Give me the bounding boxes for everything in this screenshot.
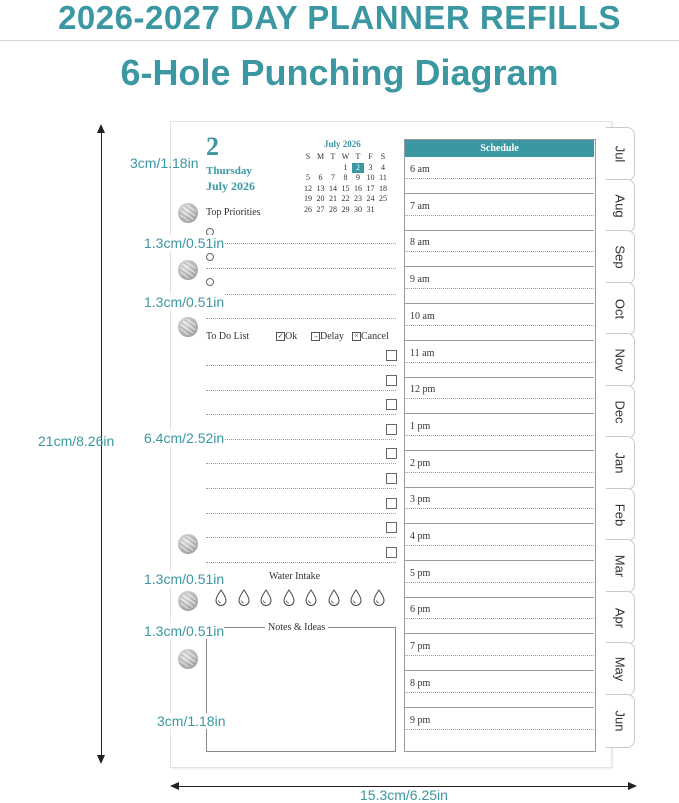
- priority-circle-2-icon[interactable]: [206, 253, 214, 261]
- calendar-day[interactable]: 22: [341, 194, 350, 203]
- calendar-day[interactable]: 23: [354, 194, 362, 203]
- priority-line-3: [206, 294, 396, 295]
- top-priorities-label: Top Priorities: [206, 207, 261, 218]
- weekday-label: Thursday: [206, 165, 252, 177]
- month-tab-sep[interactable]: [606, 230, 635, 284]
- month-tab-label: Oct: [612, 298, 628, 319]
- date-number: 2: [206, 132, 219, 161]
- todo-checkbox[interactable]: [386, 375, 397, 386]
- page-subtitle: 6-Hole Punching Diagram: [120, 52, 559, 93]
- month-tab-dec[interactable]: [606, 385, 635, 439]
- calendar-weekday: F: [368, 152, 373, 161]
- month-tab-jun[interactable]: [606, 694, 635, 748]
- calendar-day[interactable]: 24: [366, 194, 375, 203]
- schedule-time-label: 3 pm: [410, 494, 431, 506]
- todo-line: [206, 463, 396, 464]
- water-drop-icon[interactable]: [215, 589, 227, 605]
- schedule-time-label: 9 pm: [410, 714, 431, 726]
- calendar-day[interactable]: 28: [329, 204, 337, 214]
- todo-line: [206, 439, 396, 440]
- schedule-row[interactable]: [405, 157, 594, 194]
- schedule-time-label: 4 pm: [410, 531, 431, 542]
- mini-calendar: [302, 152, 392, 212]
- schedule-header: Schedule: [405, 140, 594, 157]
- month-tab-label: Apr: [612, 607, 628, 628]
- todo-checkbox[interactable]: [386, 350, 397, 361]
- schedule-row[interactable]: [405, 561, 594, 598]
- calendar-day[interactable]: 14: [329, 183, 337, 193]
- todo-checkbox[interactable]: [386, 399, 397, 410]
- todo-list: [206, 344, 396, 566]
- schedule-row[interactable]: [405, 341, 594, 378]
- schedule-time-label: 5 pm: [410, 567, 431, 579]
- calendar-day[interactable]: 21: [329, 194, 337, 203]
- water-drop-icon[interactable]: [305, 589, 317, 605]
- calendar-day[interactable]: 26: [304, 204, 312, 214]
- calendar-day[interactable]: 18: [379, 183, 387, 193]
- month-tab-label: Sep: [612, 245, 628, 269]
- water-drop-icon[interactable]: [260, 589, 272, 605]
- schedule-row[interactable]: [405, 487, 594, 524]
- schedule-row[interactable]: [405, 377, 594, 414]
- schedule-time-label: 6 am: [410, 164, 430, 175]
- calendar-day[interactable]: 16: [354, 183, 362, 193]
- calendar-weekday: S: [305, 152, 311, 161]
- schedule-dotted-line: [405, 655, 594, 656]
- schedule-row[interactable]: [405, 267, 594, 304]
- schedule-time-label: 10 am: [410, 310, 435, 322]
- cancel-x-icon: ×: [352, 332, 361, 341]
- month-tab-label: Aug: [612, 193, 628, 218]
- priority-line-4: [206, 318, 396, 319]
- calendar-day[interactable]: 10: [366, 173, 375, 182]
- calendar-day[interactable]: 11: [379, 173, 387, 182]
- schedule-dotted-line: [405, 618, 594, 619]
- month-tab-nov[interactable]: [606, 333, 635, 387]
- calendar-day[interactable]: 4: [381, 162, 385, 172]
- width-total-label: 15.3cm/6.25in: [360, 787, 448, 803]
- punch-hole-6-icon: [178, 649, 198, 669]
- schedule-dotted-line: [405, 582, 594, 583]
- month-tab-oct[interactable]: [606, 282, 635, 336]
- calendar-day[interactable]: 30: [354, 204, 362, 214]
- todo-ok-legend: [276, 331, 297, 342]
- todo-cancel-legend: [352, 331, 389, 342]
- month-tab-apr[interactable]: [606, 591, 635, 645]
- schedule-dotted-line: [405, 398, 594, 399]
- height-arrow-top-icon: [97, 124, 105, 133]
- schedule-time-label: 12 pm: [410, 384, 436, 396]
- schedule-dotted-line: [405, 325, 594, 326]
- priority-circle-3-icon[interactable]: [206, 278, 214, 286]
- water-intake-label: Water Intake: [269, 571, 321, 582]
- calendar-day[interactable]: 7: [331, 173, 335, 182]
- hole-gap-4-label: 1.3cm/0.51in: [144, 623, 225, 639]
- schedule-dotted-line: [405, 545, 594, 546]
- schedule-dotted-line: [405, 251, 594, 252]
- month-tab-label: Feb: [612, 503, 628, 526]
- calendar-day[interactable]: 20: [316, 194, 325, 203]
- month-tab-label: Dec: [612, 399, 628, 424]
- month-year-label: July 2026: [206, 179, 256, 193]
- water-drop-icon[interactable]: [238, 589, 250, 605]
- month-tab-feb[interactable]: [606, 488, 635, 542]
- calendar-day[interactable]: 19: [304, 194, 312, 203]
- schedule-dotted-line: [405, 362, 594, 363]
- todo-line: [206, 390, 396, 391]
- calendar-day-selected[interactable]: 2: [352, 163, 364, 173]
- todo-checkbox[interactable]: [386, 547, 397, 558]
- bottom-margin-label: 3cm/1.18in: [157, 713, 226, 729]
- schedule-time-label: 7 am: [410, 200, 430, 212]
- punch-hole-3-icon: [178, 317, 198, 337]
- schedule-dotted-line: [405, 472, 594, 473]
- calendar-day[interactable]: 27: [316, 204, 325, 214]
- schedule-row[interactable]: [405, 451, 594, 488]
- hole-gap-3-label: 1.3cm/0.51in: [144, 571, 225, 587]
- schedule-dotted-line: [405, 178, 594, 179]
- calendar-day[interactable]: 17: [366, 183, 375, 193]
- calendar-day[interactable]: 25: [379, 194, 387, 203]
- calendar-weekday: T: [355, 152, 361, 161]
- schedule-row[interactable]: [405, 708, 594, 745]
- todo-checkbox[interactable]: [386, 498, 397, 509]
- hole-gap-2-label: 1.3cm/0.51in: [144, 294, 225, 310]
- schedule-dotted-line: [405, 729, 594, 730]
- month-tab-jul[interactable]: [606, 127, 635, 181]
- water-drop-icon[interactable]: [373, 589, 385, 605]
- schedule-time-label: 2 pm: [410, 457, 431, 469]
- calendar-day[interactable]: 13: [316, 183, 325, 193]
- month-tab-aug[interactable]: [606, 179, 635, 233]
- schedule-time-label: 7 pm: [410, 641, 431, 653]
- calendar-day[interactable]: 5: [306, 173, 310, 182]
- todo-delay-text: Delay: [320, 331, 344, 342]
- schedule-row[interactable]: [405, 671, 594, 708]
- calendar-weekday: M: [316, 152, 325, 161]
- schedule-dotted-line: [405, 508, 594, 509]
- calendar-day[interactable]: 1: [343, 162, 348, 172]
- schedule-time-label: 9 am: [410, 274, 430, 286]
- schedule-row[interactable]: [405, 230, 594, 267]
- punch-hole-2-icon: [178, 260, 198, 280]
- schedule-row[interactable]: [405, 414, 594, 451]
- calendar-day[interactable]: 29: [341, 204, 350, 214]
- width-arrow-right-icon: [628, 782, 637, 790]
- schedule-dotted-line: [405, 215, 594, 216]
- height-arrow-bottom-icon: [97, 755, 105, 764]
- punch-hole-1-icon: [178, 203, 198, 223]
- water-drop-icon[interactable]: [328, 589, 340, 605]
- todo-line: [206, 562, 396, 563]
- todo-checkbox[interactable]: [386, 522, 397, 533]
- todo-line: [206, 414, 396, 415]
- schedule-time-label: 11 am: [410, 347, 435, 359]
- schedule-row[interactable]: [405, 304, 594, 341]
- schedule-row[interactable]: [405, 194, 594, 231]
- month-tab-may[interactable]: [606, 642, 635, 696]
- calendar-weekday: S: [380, 152, 386, 161]
- calendar-day[interactable]: 15: [341, 183, 350, 193]
- width-arrow-left-icon: [170, 782, 179, 790]
- punch-hole-4-icon: [178, 534, 198, 554]
- notes-label: Notes & Ideas: [265, 622, 328, 633]
- todo-label: To Do List: [206, 331, 250, 342]
- page-title: 2026-2027 DAY PLANNER REFILLS: [58, 0, 621, 36]
- hole-gap-1-label: 1.3cm/0.51in: [144, 235, 225, 251]
- month-tab-jan[interactable]: [606, 436, 635, 490]
- calendar-day[interactable]: 31: [366, 204, 375, 214]
- schedule-time-label: 6 pm: [410, 604, 431, 616]
- priority-line-2: [206, 268, 396, 269]
- schedule-row[interactable]: [405, 597, 594, 634]
- todo-line: [206, 365, 396, 366]
- mini-calendar-title: July 2026: [324, 139, 361, 149]
- title-divider: [0, 40, 679, 41]
- schedule-time-label: 1 pm: [410, 420, 431, 432]
- schedule-row[interactable]: [405, 524, 594, 561]
- todo-line: [206, 513, 396, 514]
- schedule-dotted-line: [405, 692, 594, 693]
- water-drop-icon[interactable]: [350, 589, 362, 605]
- calendar-day[interactable]: 6: [318, 173, 323, 182]
- schedule-dotted-line: [405, 435, 594, 436]
- calendar-day[interactable]: 12: [304, 183, 312, 193]
- top-margin-label: 3cm/1.18in: [130, 155, 199, 171]
- month-tab-label: Jan: [612, 452, 628, 474]
- notes-box[interactable]: [206, 627, 396, 752]
- water-drop-icon[interactable]: [283, 589, 295, 605]
- middle-gap-label: 6.4cm/2.52in: [144, 430, 225, 446]
- calendar-weekday: T: [330, 152, 336, 161]
- todo-ok-text: Ok: [285, 331, 298, 342]
- calendar-weekday: W: [341, 152, 350, 161]
- month-tab-label: Jul: [612, 145, 628, 163]
- punch-hole-5-icon: [178, 591, 198, 611]
- schedule-time-label: 8 pm: [410, 677, 431, 689]
- schedule-dotted-line: [405, 288, 594, 289]
- todo-checkbox[interactable]: [386, 448, 397, 459]
- month-tab-label: Mar: [612, 554, 628, 578]
- delay-arrow-icon: →: [312, 332, 319, 341]
- todo-checkbox[interactable]: [386, 473, 397, 484]
- schedule-row[interactable]: [405, 634, 594, 671]
- height-total-label: 21cm/8.26in: [38, 433, 115, 449]
- todo-cancel-text: Cancel: [361, 331, 389, 342]
- water-drops: [215, 589, 395, 609]
- schedule-time-label: 8 am: [410, 237, 430, 249]
- month-tab-label: Jun: [612, 710, 628, 731]
- month-tab-label: May: [612, 656, 628, 682]
- calendar-day[interactable]: 8: [343, 173, 348, 182]
- month-tab-label: Nov: [612, 348, 628, 372]
- month-tab-mar[interactable]: [606, 539, 635, 593]
- ok-check-icon: ✓: [277, 332, 284, 341]
- priority-line-1: [206, 243, 396, 244]
- todo-checkbox[interactable]: [386, 424, 397, 435]
- calendar-day[interactable]: 3: [368, 162, 373, 172]
- todo-line: [206, 488, 396, 489]
- todo-line: [206, 537, 396, 538]
- calendar-day[interactable]: 9: [356, 173, 360, 182]
- todo-delay-legend: [311, 331, 344, 342]
